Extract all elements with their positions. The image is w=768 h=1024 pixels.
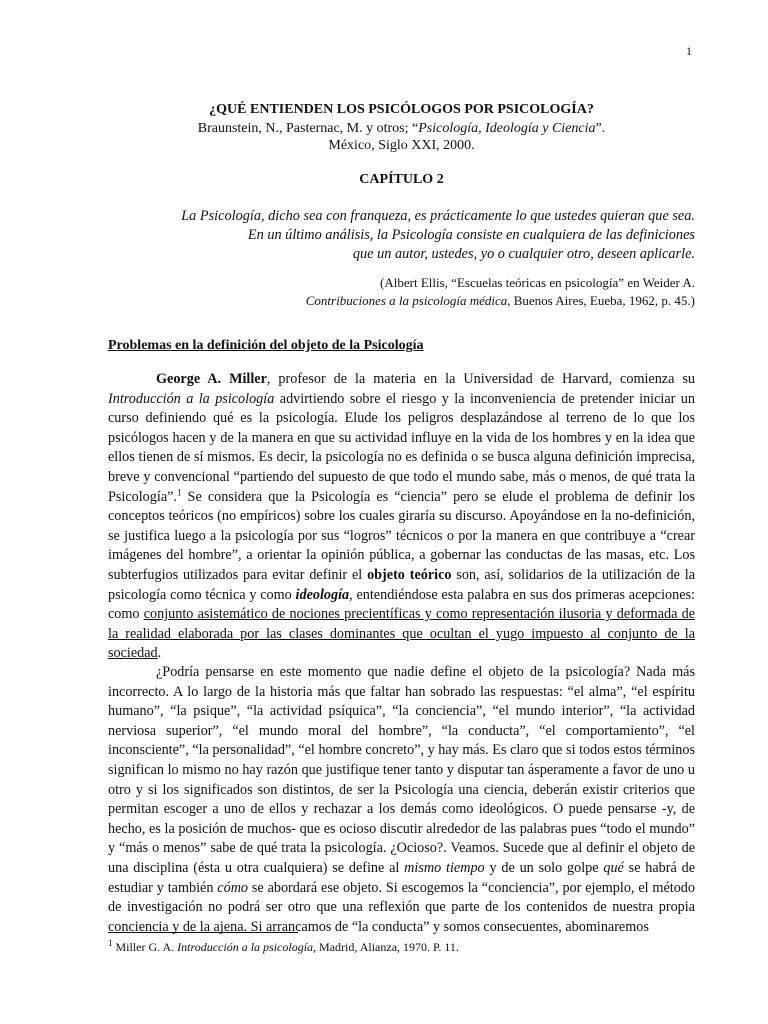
- reference-publisher: México, Siglo XXI, 2000.: [328, 138, 475, 153]
- footnote-book: Introducción a la psicología: [177, 940, 314, 954]
- citation-line: [108, 292, 695, 310]
- bibliographic-reference: [108, 121, 695, 137]
- section-title: Problemas en la definición del objeto de la Psicología: [108, 338, 424, 353]
- paragraph-text: advirtiendo sobre el riesgo y la inconveniencia de pretender iniciar un curso definiendo qué es la psicología. Elude los peligros desplazándose al terreno de lo que los psicólogos hacen y de la manera en que su actividad influye en la vida de los hombres y en la idea que ellos tienen de sí mismos. Es decir, la psicología no es definida o se busca alguna definición imprecisa, breve y convencional “partiendo del supuesto de que todo el mundo sabe, más o menos, de qué trata la Psicología”.: [108, 390, 695, 505]
- emphasis: cómo: [217, 879, 249, 896]
- citation-book: Contribuciones a la psicología médica: [305, 293, 508, 308]
- citation-rest: , Buenos Aires, Eueba, 1962, p. 45.): [507, 293, 695, 308]
- paragraph-text: , entendiéndose esta palabra en sus dos primeras acepciones: como: [108, 586, 695, 623]
- footnote-marker: 1: [176, 486, 182, 497]
- paragraph-text: , profesor de la materia en la Universidad de Harvard, comienza su: [266, 371, 695, 387]
- reference-book: Psicología, Ideología y Ciencia: [418, 121, 596, 136]
- chapter-heading: CAPÍTULO 2: [359, 172, 444, 187]
- paragraph-text: .: [157, 645, 162, 662]
- reference-authors: Braunstein, N., Pasternac, M. y otros; “: [197, 121, 419, 136]
- reference-end: ”.: [595, 121, 606, 136]
- book-title: Introducción a la psicología: [108, 390, 275, 407]
- emphasis: mismo tiempo: [404, 859, 485, 876]
- footnote-number: 1: [108, 938, 113, 948]
- epigraph-line: La Psicología, dicho sea con franqueza, es prácticamente lo que ustedes quieran que sea.: [181, 208, 695, 224]
- paragraph-text: Se considera que la Psicología es “ciencia” pero se elude el problema de definir los conceptos teóricos (no empíricos) sobre los cuales giraría su discurso. Apoyándose en la no-definición, se justifica luego a la psicología por sus “logros” técnicos o por la manera en que contribuye a “crear imágenes del hombre”, a orientar la opinión pública, a gobernar las conductas de las masas, etc. Los subterfugios utilizados para evitar definir el: [108, 488, 695, 583]
- bold-term: objeto teórico: [367, 566, 452, 583]
- epigraph-line: que un autor, ustedes, yo o cualquier otro, deseen aplicarle.: [352, 246, 695, 262]
- epigraph-line: En un último análisis, la Psicología consiste en cualquiera de las definiciones: [247, 227, 695, 243]
- paragraph-text: se habrá de estudiar y también: [108, 859, 696, 896]
- paragraph-text: son, así, solidarios de la utilización de la psicología como técnica y como: [108, 566, 695, 603]
- epigraph-citation: [108, 274, 695, 310]
- paragraph-text: ¿Podría pensarse en este momento que nadie define el objeto de la psicología? Nada más incorrecto. A lo largo de la historia más que faltar han sobrado las respuestas: “el alma”, “el espíritu humano”, “la psique”, “la actividad psíquica”, “la conciencia”, “el mundo interior”, “la actividad nerviosa superior”, “el mundo moral del hombre”, “la conducta”, “el comportamiento”, “el inconsciente”, “la personalidad”, “el hombre concreto”, y hay más. Es claro que si todos estos términos significan lo mismo no hay razón que justifique tener tanto y disputar tan ásperamente a favor de uno u otro y si los significados son distintos, de ser la Psicología una ciencia, deberán existir criterios que permitan escoger a uno de ellos y rechazar a los demás como ideológicos. O puede pensarse -y, de hecho, es la posición de muchos- que es ocioso discutir alrededor de las palabras pues “todo el mundo” y “más o menos” sabe de qué trata la psicología. ¿Ocioso?. Veamos. Sucede que al definir el objeto de una disciplina (ésta u otra cualquiera) se define al: [108, 664, 695, 876]
- body-paragraph: [108, 663, 695, 937]
- emphasis: qué: [603, 859, 624, 876]
- paragraph-text: y de un solo golpe: [484, 859, 604, 876]
- underlined-definition: conjunto asistemático de nociones precientíficas y como representación ilusoria y deformada de la realidad elaborada por las clases dominantes que ocultan el yugo impuesto al conjunto de la sociedad: [108, 606, 695, 662]
- paragraph-text: se abordará ese objeto. Si escogemos la “conciencia”, por ejemplo, el método de investigación no podrá ser otro que una reflexión que parte de los contenidos de nuestra propia conciencia y de la ajena. Si arrancamos de “la conducta” y somos consecuentes, abominaremos: [108, 879, 695, 935]
- page-number: 1: [686, 44, 692, 58]
- document-title: ¿QUÉ ENTIENDEN LOS PSICÓLOGOS POR PSICOLOGÍA?: [209, 102, 594, 117]
- footnote-divider: [108, 932, 298, 933]
- citation-line: (Albert Ellis, “Escuelas teóricas en psicología” en Weider A.: [380, 275, 695, 290]
- epigraph: [108, 207, 695, 264]
- footnote-text: Miller G. A.: [112, 940, 178, 954]
- footnote-text: , Madrid, Alianza, 1970. P. 11.: [313, 940, 459, 954]
- bold-term: ideología: [295, 586, 350, 603]
- body-paragraph: [108, 370, 695, 664]
- author-name: George A. Miller: [156, 371, 267, 387]
- footnote: [108, 940, 459, 955]
